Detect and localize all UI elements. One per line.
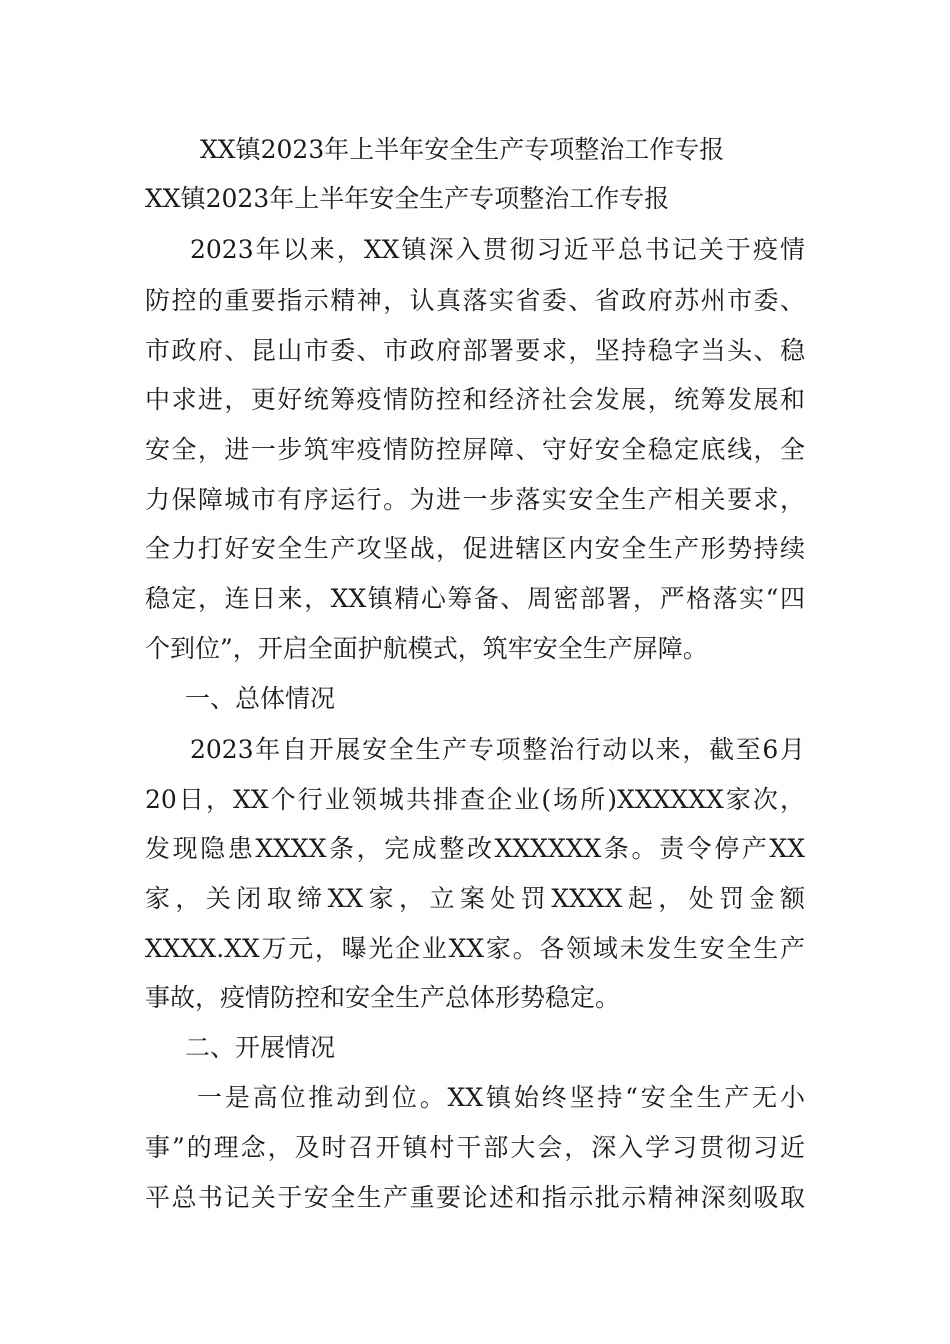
overview-line-3: 发现隐患XXXX条，完成整改XXXXXX条。责令停产XX (145, 834, 805, 863)
section-heading-progress: 二、开展情况 (185, 1033, 336, 1062)
intro-line-3: 市政府、昆山市委、市政府部署要求，坚持稳字当头、稳 (145, 336, 805, 365)
overview-line-1: 2023年自开展安全生产专项整治行动以来，截至6月 (190, 735, 805, 764)
intro-line-1: 2023年以来，XX镇深入贯彻习近平总书记关于疫情 (190, 235, 805, 264)
progress-line-1: 一是高位推动到位。XX镇始终坚持“安全生产无小 (197, 1083, 805, 1112)
document-subtitle: XX镇2023年上半年安全生产专项整治工作专报 (145, 184, 670, 213)
intro-line-9: 个到位”，开启全面护航模式，筑牢安全生产屏障。 (145, 634, 708, 663)
intro-line-7: 全力打好安全生产攻坚战，促进辖区内安全生产形势持续 (145, 534, 805, 563)
intro-line-8: 稳定，连日来，XX镇精心筹备、周密部署，严格落实“四 (145, 584, 805, 613)
overview-line-2: 20日，XX个行业领城共排查企业(场所)XXXXXX家次， (145, 785, 805, 814)
intro-line-5: 安全，进一步筑牢疫情防控屏障、守好安全稳定底线，全 (145, 435, 805, 464)
document-title: XX镇2023年上半年安全生产专项整治工作专报 (200, 135, 725, 164)
section-heading-overview: 一、总体情况 (185, 684, 336, 713)
overview-line-6: 事故，疫情防控和安全生产总体形势稳定。 (145, 983, 621, 1012)
intro-line-6: 力保障城市有序运行。为进一步落实安全生产相关要求， (145, 485, 805, 514)
intro-line-4: 中求进，更好统筹疫情防控和经济社会发展，统筹发展和 (145, 385, 805, 414)
overview-line-4: 家，关闭取缔XX家，立案处罚XXXX起，处罚金额 (145, 884, 805, 913)
overview-line-5: XXXX.XX万元，曝光企业XX家。各领域未发生安全生产 (145, 934, 805, 963)
intro-line-2: 防控的重要指示精神，认真落实省委、省政府苏州市委、 (145, 286, 805, 315)
progress-line-2: 事”的理念，及时召开镇村干部大会，深入学习贯彻习近 (145, 1133, 805, 1162)
progress-line-3: 平总书记关于安全生产重要论述和指示批示精神深刻吸取 (145, 1183, 805, 1212)
